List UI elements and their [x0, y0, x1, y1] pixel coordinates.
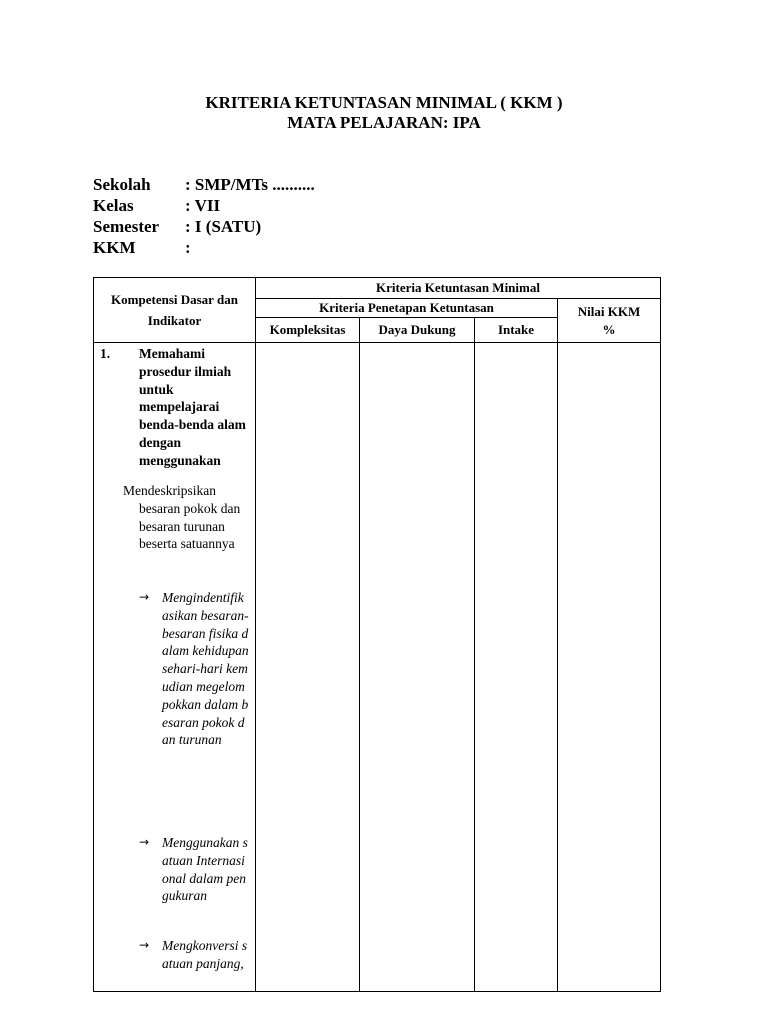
right-arrow-icon: →: [139, 835, 150, 849]
table-row: [94, 343, 661, 992]
kd-description-rest: besaran pokok dan besaran turunan beserta satuannya: [139, 500, 241, 552]
kd-description-first: Mendeskripsikan: [123, 483, 216, 498]
kd-description: [123, 482, 255, 553]
document-subtitle: MATA PELAJARAN: IPA: [287, 113, 481, 132]
kd-number: 1.: [100, 346, 111, 361]
header-kriteria-penetapan: Kriteria Penetapan Ketuntasan: [256, 299, 558, 318]
info-label: Sekolah: [93, 175, 151, 194]
info-value: : SMP/MTs ..........: [185, 175, 315, 194]
kkm-table: [93, 277, 661, 992]
header-nilai-kkm: [558, 299, 661, 343]
indicator-item: [139, 937, 249, 973]
cell-intake: [475, 343, 558, 992]
header-kompetensi-dasar: Kompetensi Dasar dan Indikator: [94, 278, 256, 343]
info-label: KKM: [93, 238, 136, 257]
indicator-item: [139, 589, 249, 749]
document-title: KRITERIA KETUNTASAN MINIMAL ( KKM ): [205, 93, 563, 112]
info-value: :: [185, 238, 191, 257]
info-value: : VII: [185, 196, 221, 215]
indicator-text: Mengkonversi satuan panjang,: [162, 938, 248, 971]
info-label: Semester: [93, 217, 160, 236]
header-nilai-percent: %: [602, 321, 616, 337]
info-value: : I (SATU): [185, 217, 262, 236]
right-arrow-icon: →: [139, 938, 150, 952]
cell-nilai-kkm: [558, 343, 661, 992]
right-arrow-icon: →: [139, 590, 150, 604]
kd-title: Memahami prosedur ilmiah untuk mempelajarai benda-benda alam dengan menggunakan: [139, 346, 246, 468]
indicator-item: [139, 834, 249, 905]
header-daya-dukung: Daya Dukung: [360, 318, 475, 343]
cell-kompleksitas: [256, 343, 360, 992]
cell-kompetensi: [94, 343, 256, 992]
header-kompleksitas: Kompleksitas: [256, 318, 360, 343]
indicator-text: Mengindentifikasikan besaran-besaran fisika dalam kehidupan sehari-hari kemudian megelompokkan dalam besaran pokok dan turunan: [162, 590, 249, 748]
info-label: Kelas: [93, 196, 134, 215]
header-kriteria-ketuntasan: Kriteria Ketuntasan Minimal: [256, 278, 661, 299]
table-header-row: [94, 278, 661, 299]
indicator-text: Menggunakan satuan Internasional dalam pengukuran: [162, 835, 248, 904]
cell-daya-dukung: [360, 343, 475, 992]
header-intake: Intake: [475, 318, 558, 343]
header-nilai-label: Nilai KKM: [577, 303, 641, 319]
